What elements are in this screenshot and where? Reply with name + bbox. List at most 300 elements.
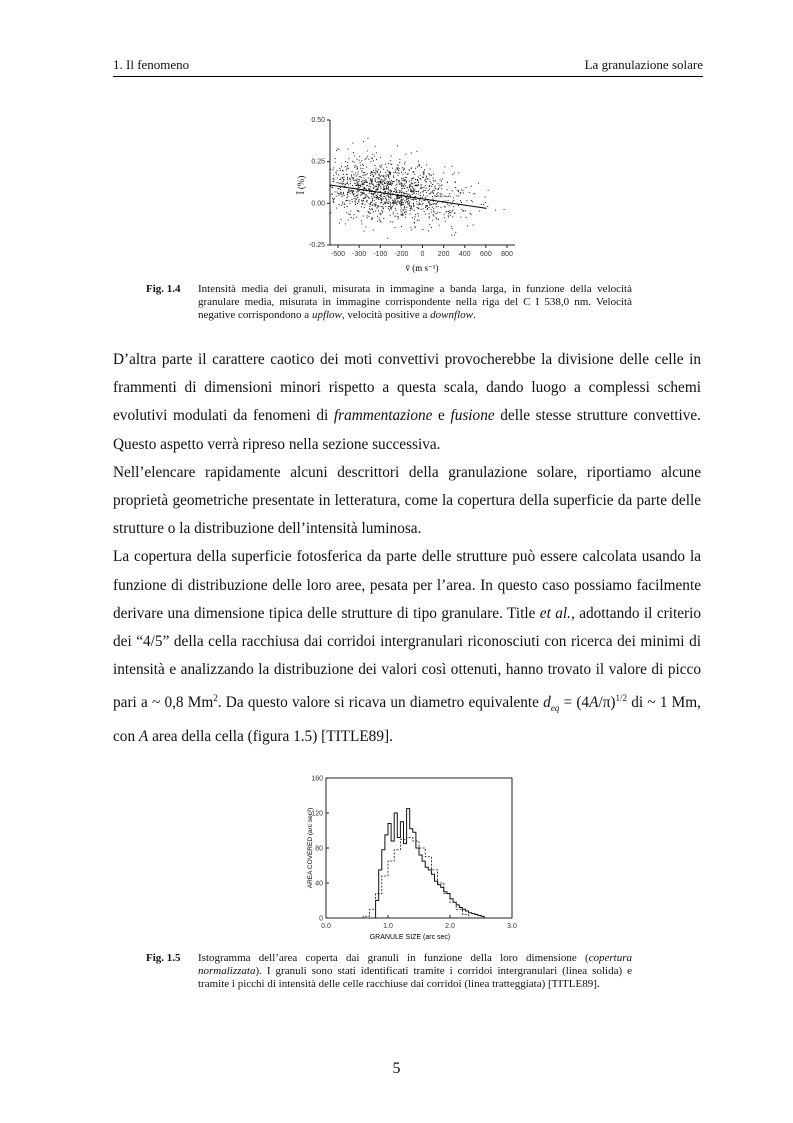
scatter-point [362,193,363,194]
scatter-point [388,184,389,185]
scatter-point [448,215,449,216]
scatter-point [465,187,466,188]
scatter-point [367,196,368,197]
scatter-point [455,187,456,188]
scatter-point [397,216,398,217]
scatter-point [368,216,369,217]
scatter-point [377,177,378,178]
scatter-point [408,203,409,204]
scatter-point [348,158,349,159]
y-tick-label: 0.00 [311,200,325,208]
scatter-point [420,175,421,176]
scatter-point [375,202,376,203]
scatter-point [364,197,365,198]
scatter-point [375,170,376,171]
scatter-point [353,218,354,219]
scatter-point [403,174,404,175]
scatter-point [451,226,452,227]
scatter-point [448,200,449,201]
scatter-point [375,178,376,179]
scatter-point [379,220,380,221]
scatter-point [333,201,334,202]
scatter-point [335,158,336,159]
scatter-point [348,168,349,169]
scatter-point [495,210,496,211]
scatter-point [369,193,370,194]
scatter-point [401,203,402,204]
scatter-point [339,193,340,194]
scatter-point [336,150,337,151]
scatter-point [429,205,430,206]
scatter-point [434,203,435,204]
scatter-point [420,195,421,196]
scatter-point [352,191,353,192]
scatter-point [443,172,444,173]
scatter-point [374,200,375,201]
scatter-point [422,229,423,230]
scatter-point [366,167,367,168]
scatter-point [378,187,379,188]
scatter-point [383,198,384,199]
scatter-point [432,191,433,192]
scatter-point [354,193,355,194]
scatter-point [364,207,365,208]
caption-downflow: downflow [430,309,473,321]
scatter-point [350,183,351,184]
scatter-point [460,217,461,218]
scatter-point [388,175,389,176]
scatter-point [380,182,381,183]
scatter-point [487,206,488,207]
scatter-point [343,174,344,175]
scatter-point [356,195,357,196]
scatter-point [347,165,348,166]
scatter-point [414,223,415,224]
scatter-point [405,179,406,180]
scatter-point [401,204,402,205]
scatter-point [395,203,396,204]
scatter-point [365,182,366,183]
scatter-point [383,189,384,190]
scatter-point [420,197,421,198]
scatter-point [442,185,443,186]
scatter-point [412,183,413,184]
scatter-point [471,186,472,187]
scatter-point [473,194,474,195]
scatter-point [333,202,334,203]
scatter-point [388,208,389,209]
scatter-point [418,161,419,162]
scatter-point [352,177,353,178]
scatter-point [379,178,380,179]
scatter-point [368,138,369,139]
scatter-point [389,184,390,185]
scatter-point [389,179,390,180]
scatter-point [424,211,425,212]
scatter-point [448,217,449,218]
scatter-point [396,179,397,180]
scatter-point [417,213,418,214]
scatter-point [374,196,375,197]
scatter-point [401,211,402,212]
scatter-point [433,193,434,194]
scatter-point [404,179,405,180]
p3-sup-2: 2 [213,693,218,704]
scatter-point [381,200,382,201]
scatter-point [352,185,353,186]
scatter-point [366,180,367,181]
scatter-point [332,198,333,199]
scatter-point [366,202,367,203]
scatter-point [395,172,396,173]
scatter-point [379,181,380,182]
scatter-point [388,194,389,195]
scatter-point [452,216,453,217]
scatter-point [440,179,441,180]
scatter-point [389,171,390,172]
scatter-point [388,176,389,177]
scatter-point [385,179,386,180]
scatter-point [398,180,399,181]
x-tick-label: 1.0 [383,923,393,930]
scatter-point [376,182,377,183]
scatter-point [442,178,443,179]
scatter-point [405,172,406,173]
scatter-point [417,180,418,181]
scatter-point [408,173,409,174]
scatter-point [410,227,411,228]
scatter-point [389,197,390,198]
scatter-point [344,186,345,187]
scatter-point [351,177,352,178]
scatter-point [369,183,370,184]
scatter-point [429,185,430,186]
scatter-point [454,172,455,173]
scatter-point [444,206,445,207]
scatter-point [370,178,371,179]
scatter-point [389,181,390,182]
scatter-point [445,196,446,197]
scatter-point [380,166,381,167]
scatter-xlabel: v̄ (m s⁻¹) [405,263,439,273]
scatter-point [377,172,378,173]
scatter-point [403,178,404,179]
scatter-point [378,169,379,170]
scatter-point [390,215,391,216]
scatter-point [363,184,364,185]
scatter-point [344,203,345,204]
scatter-point [437,202,438,203]
scatter-point [379,175,380,176]
scatter-point [357,191,358,192]
scatter-point [398,217,399,218]
scatter-point [425,197,426,198]
scatter-point [391,155,392,156]
figure-1-4-caption [146,283,632,328]
scatter-point [338,182,339,183]
scatter-point [372,181,373,182]
scatter-point [434,216,435,217]
scatter-point [381,222,382,223]
scatter-point [404,184,405,185]
scatter-point [361,220,362,221]
scatter-point [378,199,379,200]
scatter-point [363,216,364,217]
scatter-point [347,149,348,150]
scatter-point [438,206,439,207]
scatter-point [481,204,482,205]
scatter-point [380,203,381,204]
scatter-point [345,184,346,185]
scatter-point [401,172,402,173]
scatter-point [391,185,392,186]
scatter-point [380,199,381,200]
scatter-point [364,177,365,178]
scatter-point [410,188,411,189]
scatter-point [370,186,371,187]
scatter-point [373,175,374,176]
scatter-point [383,176,384,177]
scatter-point [451,204,452,205]
scatter-point [356,185,357,186]
scatter-point [426,181,427,182]
scatter-point [362,175,363,176]
scatter-point [375,204,376,205]
x-tick-label: -100 [373,251,388,258]
scatter-point [372,218,373,219]
scatter-point [488,190,489,191]
scatter-point [422,204,423,205]
scatter-point [381,175,382,176]
scatter-point [333,199,334,200]
scatter-point [372,158,373,159]
scatter-point [422,177,423,178]
y-tick-label: 0.50 [311,117,325,124]
scatter-point [375,168,376,169]
scatter-point [391,164,392,165]
scatter-point [504,209,505,210]
scatter-point [382,181,383,182]
scatter-point [427,208,428,209]
scatter-point [416,191,417,192]
scatter-point [372,174,373,175]
scatter-point [378,210,379,211]
scatter-point [411,167,412,168]
scatter-point [429,207,430,208]
scatter-point [425,214,426,215]
scatter-point [400,210,401,211]
scatter-point [396,180,397,181]
y-tick-label: 40 [315,880,323,888]
scatter-point [415,182,416,183]
scatter-point [387,238,388,239]
scatter-point [432,196,433,197]
scatter-point [338,175,339,176]
scatter-point [422,197,423,198]
scatter-point [448,196,449,197]
scatter-point [388,192,389,193]
scatter-point [356,180,357,181]
scatter-point [390,173,391,174]
scatter-point [365,159,366,160]
scatter-point [431,192,432,193]
scatter-point [352,161,353,162]
scatter-point [393,212,394,213]
scatter-point [394,191,395,192]
scatter-point [376,171,377,172]
scatter-point [448,213,449,214]
chapter-title: 1. Il fenomeno [113,57,190,72]
scatter-point [350,181,351,182]
scatter-point [424,200,425,201]
scatter-point [426,188,427,189]
scatter-point [452,210,453,211]
scatter-point [351,174,352,175]
scatter-point [404,200,405,201]
scatter-point [455,232,456,233]
histogram-ylabel: AREA COVERED (arc sec²) [307,807,314,889]
scatter-point [413,177,414,178]
scatter-point [362,168,363,169]
scatter-point [425,179,426,180]
scatter-point [425,206,426,207]
scatter-point [372,184,373,185]
scatter-point [333,175,334,176]
scatter-point [426,176,427,177]
scatter-point [350,191,351,192]
scatter-point [416,193,417,194]
scatter-point [390,191,391,192]
scatter-point [390,184,391,185]
scatter-point [346,174,347,175]
scatter-point [382,184,383,185]
scatter-point [371,219,372,220]
scatter-point [427,195,428,196]
scatter-point [336,174,337,175]
scatter-point [444,217,445,218]
p3-eq: eq [550,703,560,714]
scatter-point [396,187,397,188]
scatter-point [453,206,454,207]
scatter-point [364,172,365,173]
scatter-point [376,186,377,187]
scatter-point [355,200,356,201]
scatter-point [351,199,352,200]
scatter-point [393,205,394,206]
scatter-point [458,205,459,206]
scatter-point [405,193,406,194]
scatter-point [335,172,336,173]
scatter-point [365,196,366,197]
scatter-point [349,200,350,201]
scatter-point [415,179,416,180]
scatter-point [460,192,461,193]
scatter-point [398,167,399,168]
scatter-point [330,212,331,213]
scatter-point [360,192,361,193]
scatter-point [335,162,336,163]
scatter-point [347,194,348,195]
scatter-point [377,184,378,185]
scatter-point [373,230,374,231]
scatter-point [429,179,430,180]
scatter-point [364,188,365,189]
scatter-point [398,170,399,171]
scatter-point [371,208,372,209]
scatter-point [384,183,385,184]
scatter-point [416,199,417,200]
scatter-point [384,194,385,195]
scatter-chart [290,110,520,275]
scatter-point [377,197,378,198]
scatter-point [414,210,415,211]
scatter-point [369,186,370,187]
scatter-point [406,201,407,202]
scatter-point [430,181,431,182]
scatter-point [411,190,412,191]
scatter-point [378,174,379,175]
scatter-point [414,227,415,228]
scatter-point [343,193,344,194]
scatter-point [333,167,334,168]
scatter-point [379,165,380,166]
scatter-point [412,217,413,218]
scatter-point [411,180,412,181]
scatter-point [354,167,355,168]
scatter-point [351,217,352,218]
scatter-point [388,189,389,190]
scatter-point [415,199,416,200]
scatter-point [383,218,384,219]
scatter-point [435,180,436,181]
scatter-point [365,188,366,189]
scatter-point [363,188,364,189]
scatter-point [429,224,430,225]
scatter-point [383,180,384,181]
scatter-point [344,204,345,205]
scatter-point [383,169,384,170]
scatter-point [423,191,424,192]
scatter-point [433,190,434,191]
scatter-point [391,180,392,181]
scatter-point [392,206,393,207]
scatter-point [371,183,372,184]
scatter-point [439,212,440,213]
scatter-point [342,183,343,184]
scatter-point [405,177,406,178]
scatter-point [342,194,343,195]
scatter-point [402,167,403,168]
p3-A: A [589,694,599,712]
scatter-point [398,175,399,176]
scatter-point [411,191,412,192]
scatter-point [427,178,428,179]
scatter-point [370,202,371,203]
scatter-point [355,165,356,166]
scatter-point [375,211,376,212]
p3-text-a: La copertura della superficie fotosferica da parte delle strutture può essere calcolata usando la funzione di distribuzione delle loro aree, pesata per l’area. In questo caso possiamo facilmente derivare una dimensione tipica delle strutture di tipo granulare. Title [113,548,701,622]
scatter-point [360,168,361,169]
scatter-point [461,190,462,191]
scatter-point [371,181,372,182]
scatter-point [358,201,359,202]
scatter-point [403,168,404,169]
scatter-point [347,206,348,207]
scatter-point [370,173,371,174]
scatter-point [483,204,484,205]
scatter-point [344,195,345,196]
scatter-point [470,213,471,214]
